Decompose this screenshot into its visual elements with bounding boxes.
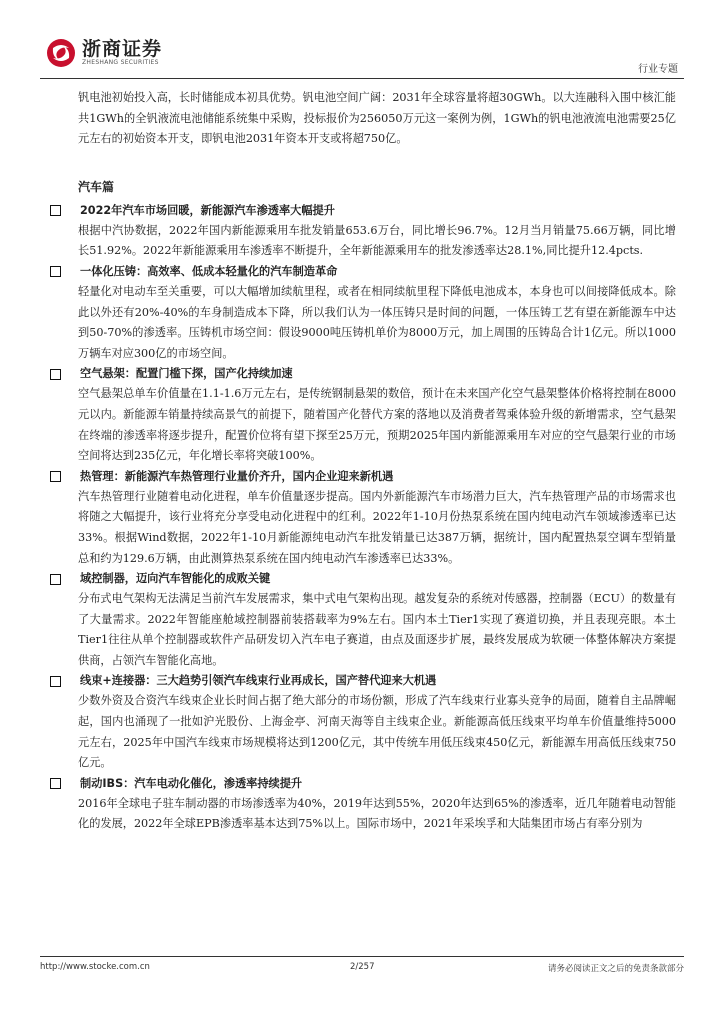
bullet-body: 轻量化对电动车至关重要，可以大幅增加续航里程，或者在相同续航里程下降低电池成本，本身也可以间接降低成本。除此以外还有20%-40%的车身制造成本下降，所以我们认为一体压铸只是时间的问题，一体压铸工艺有望在新能源车中达到50-70%的渗透率。压铸机市场空间：假设9000吨压铸机单价为8000万元，加上周围的压铸岛合计1亿元。所以1000万辆车对应300亿的市场空间。 [78,284,676,360]
bullet-body: 2016年全球电子驻车制动器的市场渗透率为40%，2019年达到55%，2020年达到65%的渗透率，近几年随着电动智能化的发展，2022年全球EPB渗透率基本达到75%以上。国际市场中，2021年采埃孚和大陆集团市场占有率分别为 [78,796,676,831]
intro-paragraph: 钒电池初始投入高，长时储能成本初具优势。钒电池空间广阔：2031年全球容量将超30GWh。以大连融科入围中核汇能共1GWh的全钒液流电池储能系统集中采购，投标报价为256050万元这一案例为例，1GWh的钒电池液流电池需要25亿元左右的初始资本开支，即钒电池2031年资本开支或将超750亿。 [78,91,676,146]
bullet-heading [48,569,676,589]
bullet-title: 2022年汽车市场回暖，新能源汽车渗透率大幅提升 [80,203,335,217]
footer-divider [40,956,684,957]
logo-chinese-name: 浙商证券 [82,38,163,60]
report-category: 行业专题 [638,64,678,75]
bullet-body: 汽车热管理行业随着电动化进程，单车价值量逐步提高。国内外新能源汽车市场潜力巨大，汽车热管理产品的市场需求也将随之大幅提升，该行业将充分享受电动化进程中的红利。2022年1-10月份热泵系统在国内纯电动汽车领域渗透率已达33%。根据Wind数据，2022年1-10月新能源纯电动汽车批发销量已达387万辆，据统计，国内配置热泵空调车型销量总和约为129.6万辆，由此测算热泵系统在国内纯电动汽车渗透率已达33%。 [78,489,676,565]
bullet-heading [48,467,676,487]
footer-row [40,962,684,974]
bullet-title: 制动IBS：汽车电动化催化，渗透率持续提升 [80,776,303,790]
bullet-heading [48,201,676,221]
bullet-item [48,364,676,466]
bullet-item [48,671,676,773]
bullet-item [48,201,676,262]
checkbox-icon [50,471,61,482]
bullet-heading [48,262,676,282]
page-footer [40,956,684,974]
bullet-body: 分布式电气架构无法满足当前汽车发展需求，集中式电气架构出现。越发复杂的系统对传感器，控制器（ECU）的数量有了大量需求。2022年智能座舱域控制器前装搭载率为9%左右。国内本土Tier1实现了赛道切换，并且表现亮眼。本土Tier1往往从单个控制器或软件产品研发切入汽车电子赛道，由点及面逐步扩展，最终发展成为软硬一体整体解决方案提供商，占领汽车智能化高地。 [78,592,676,667]
checkbox-icon [50,676,61,687]
checkbox-icon [50,574,61,585]
bullet-heading [48,774,676,794]
page-content [48,88,676,835]
bullet-title: 线束+连接器：三大趋势引领汽车线束行业再成长，国产替代迎来大机遇 [80,674,437,688]
checkbox-icon [50,369,61,380]
brand-logo [46,38,162,68]
logo-text [82,39,162,67]
page-header [40,38,684,80]
bullet-title: 空气悬架：配置门槛下探，国产化持续加速 [80,367,293,381]
checkbox-icon [50,266,61,277]
bullet-item [48,467,676,569]
bullet-body: 根据中汽协数据，2022年国内新能源乘用车批发销量653.6万台，同比增长96.7%。12月当月销量75.66万辆，同比增长51.92%。2022年新能源乘用车渗透率不断提升，全年新能源乘用车的批发渗透率达28.1%,同比提升12.4pcts. [78,223,676,258]
bullet-title: 一体化压铸：高效率、低成本轻量化的汽车制造革命 [80,264,338,278]
checkbox-icon [50,205,61,216]
header-divider [40,78,684,79]
bullet-body: 少数外资及合资汽车线束企业长时间占据了绝大部分的市场份额，形成了汽车线束行业寡头竞争的局面，随着自主品牌崛起，国内也涌现了一批如沪光股份、上海金亭、河南天海等自主线束企业。新能源高低压线束平均单车价值量维持5000元左右，2025年中国汽车线束市场规模将达到1200亿元，其中传统车用低压线束450亿元，新能源车用高低压线束750亿元。 [78,694,676,770]
zheshang-logo-icon [46,38,76,68]
bullet-heading [48,671,676,691]
footer-url-link[interactable]: http://www.stocke.com.cn [40,962,150,972]
logo-english-name: ZHESHANG SECURITIES [82,59,159,66]
bullet-title: 域控制器，迈向汽车智能化的成败关键 [80,572,271,586]
page-number: 2/257 [350,962,375,972]
bullet-title: 热管理：新能源汽车热管理行业量价齐升，国内企业迎来新机遇 [80,469,394,483]
section-title: 汽车篇 [78,179,115,194]
bullet-item [48,774,676,835]
disclaimer-note: 请务必阅读正文之后的免责条款部分 [547,964,684,974]
bullet-item [48,569,676,671]
bullet-body: 空气悬架总单车价值量在1.1-1.6万元左右，是传统钢制悬架的数倍，预计在未来国产化空气悬架整体价格将控制在8000元以内。新能源车销量持续高景气的前提下，随着国产化替代方案的落地以及消费者驾乘体验升级的新增需求，空气悬架在终端的渗透率将逐步提升，配置价位将有望下探至25万元，预期2025年国内新能源乘用车对应的空气悬架行业的市场空间将达到235亿元，年化增长率将突破100%。 [78,387,676,463]
bullet-heading [48,364,676,384]
checkbox-icon [50,778,61,789]
bullet-item [48,262,676,364]
